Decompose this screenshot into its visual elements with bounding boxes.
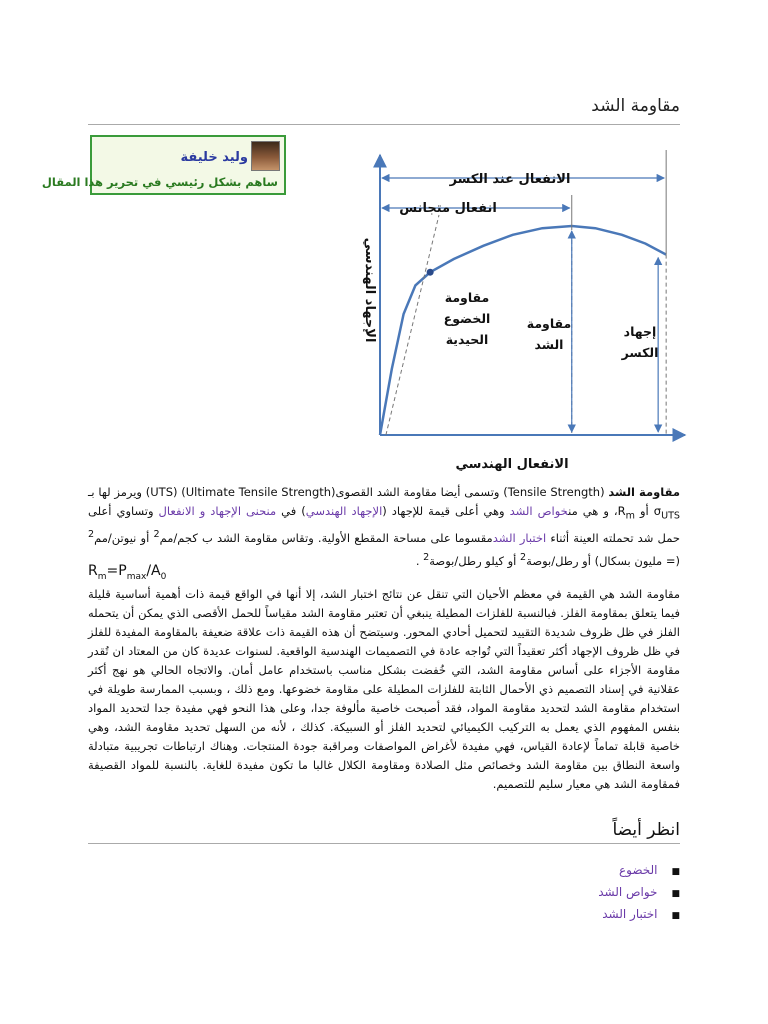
intro-sup-4: 2	[423, 552, 430, 564]
link-tensile-test[interactable]: اختبار الشد	[492, 531, 547, 546]
intro-text-2: ويرمز لها بـ σ	[88, 485, 662, 518]
intro-text-4: ، و هي من	[568, 504, 618, 518]
intro-sub-uts: UTS	[661, 510, 681, 522]
stress-strain-chart	[350, 150, 690, 475]
title-divider	[88, 124, 680, 125]
see-also-divider	[88, 843, 680, 844]
link-stress-strain-curve[interactable]: منحنى الإجهاد و الانفعال	[158, 504, 277, 518]
intro-sub-m: m	[625, 510, 635, 522]
formula-p: =P	[106, 563, 127, 579]
intro-sup-3: 2	[520, 552, 527, 564]
chart-svg	[350, 150, 690, 475]
author-role: ساهم بشكل رئيسي في تحرير هذا المقال	[41, 175, 278, 189]
see-also-item[interactable]	[598, 904, 680, 926]
see-also-link-tensile-properties[interactable]: خواص الشد	[598, 885, 658, 899]
offset-line	[386, 215, 439, 435]
label-fracture-stress: إجهاد	[623, 324, 657, 339]
formula	[88, 563, 166, 582]
intro-text-9: أو نيوتن/مم	[94, 531, 154, 546]
label-uniform-strain: انفعال متجانس	[399, 201, 497, 216]
bullet-icon: ■	[671, 889, 680, 899]
bullet-icon: ■	[671, 867, 680, 877]
intro-text-7: وتساوي أعلى حمل شد تحملته العينة أثناء	[88, 504, 680, 546]
author-name[interactable]: وليد خليفة	[180, 150, 248, 165]
label-fracture-strain: الانفعال عند الكسر	[449, 172, 571, 187]
intro-text-1: (Tensile Strength) وتسمى أيضا مقاومة الشد القصوى(Ultimate Tensile Strength) (UTS)	[145, 485, 609, 499]
author-box	[41, 135, 286, 195]
formula-a-sub: 0	[160, 571, 167, 582]
y-axis-label: الإجهاد الهندسي	[362, 237, 377, 343]
intro-sup-1: 2	[153, 529, 160, 541]
formula-p-sub: max	[126, 571, 147, 582]
page-title: مقاومة الشد	[591, 96, 680, 116]
label-fracture-stress: الكسر	[621, 345, 659, 360]
intro-text-12: .	[415, 553, 424, 568]
bullet-icon: ■	[671, 911, 680, 921]
see-also-heading: انظر أيضاً	[612, 820, 680, 840]
see-also-link-yield[interactable]: الخضوع	[618, 863, 658, 877]
x-axis-label: الانفعال الهندسي	[455, 457, 569, 472]
yield-point	[427, 269, 434, 276]
intro-text-5: وهي أعلى قيمة للإجهاد (	[382, 504, 510, 518]
intro-sup-2: 2	[88, 529, 95, 541]
see-also-link-tensile-test[interactable]: اختبار الشد	[602, 907, 658, 921]
intro-text-6: ) في	[276, 504, 306, 518]
see-also-list	[598, 860, 680, 926]
intro-text-3: أو R	[617, 504, 654, 518]
intro-paragraph	[88, 483, 680, 571]
body-paragraph: مقاومة الشد هي القيمة في معظم الأحيان التي تنقل عن نتائج اختبار الشد، إلا أنها في الواقع قيمة ذات أهمية أساسية قليلة فيما يتعلق بمقاومة الفلز. فبالنسبة للفلزات المطيلة ينبغي أن تعتبر مقاومة الشد مقياساً للحمل الأقصى الذي يمكن أن يتحمله الفلز في ظل ظروف شديدة التقييد لتحميل أحادي المحور. وسيتضح أن هذه القيمة ذات علاقة ضعيفة بالمقاومة المفيدة للفلز في ظل ظروف الإجهاد أكثر تعقيداً التي تُواجه عادة في التصميمات الهندسية الواقعية. لسنوات عديدة كان من المعتاد ان تُقدر مقاومة الأجزاء على أساس مقاومة الشد، التي خُفضت بشكل مناسب باستخدام عامل أمان. والاتجاه الحالي هو نهج أكثر عقلانية في إسناد التصميم ذي الأحمال الثابتة للفلزات المطيلة على مقاومة خضوعها. ومع ذلك ، وبسبب الممارسة طويلة في استخدام مقاومة الشد لتحديد مقاومة المواد، فقد أصبحت خاصية مألوفة جدا، وعلى هذا النحو فهي مفيدة جدا لتحديد المواد بنفس المفهوم الذي يعمل به التركيب الكيميائي لتحديد الفلز أو السبيكة. كذلك ، لأنه من السهل تحديد مقاومة الشد، وهي خاصية قابلة تماماً لإعادة القياس، فهي مفيدة لأغراض المواصفات ومراقبة جودة المنتجات. وهناك ارتباطات تجريبية متبادلة واسعة النطاق بين مقاومة الشد وخصائص مثل الصلادة ومقاومة الكلال غالبا ما تكون مفيدة للغاية. بالنسبة للمواد القصيفة فمقاومة الشد هي معيار سليم للتصميم.	[88, 587, 680, 791]
intro-text-8: مقسوما على مساحة المقطع الأولية. وتقاس مقاومة الشد ب كجم/مم	[159, 531, 493, 546]
link-tensile-properties[interactable]: خواص الشد	[509, 504, 569, 518]
formula-r: R	[88, 563, 98, 579]
author-avatar	[251, 141, 280, 171]
label-yield-strength: مقاومة	[444, 290, 490, 305]
label-yield-strength: الحيدية	[445, 332, 489, 347]
see-also-item[interactable]	[598, 860, 680, 882]
see-also-item[interactable]	[598, 882, 680, 904]
intro-term: مقاومة الشد	[608, 485, 681, 499]
intro-text-11: أو كيلو رطل/بوصة	[429, 553, 521, 568]
label-tensile-strength: مقاومة	[526, 316, 572, 331]
link-engineering-stress[interactable]: الإجهاد الهندسي	[305, 504, 383, 518]
formula-r-sub: m	[97, 571, 107, 582]
formula-a: /A	[146, 563, 161, 579]
label-yield-strength: الخضوع	[443, 311, 491, 326]
label-tensile-strength: الشد	[534, 337, 564, 352]
intro-text-10: (= مليون بسكال) أو رطل/بوصة	[526, 553, 680, 568]
